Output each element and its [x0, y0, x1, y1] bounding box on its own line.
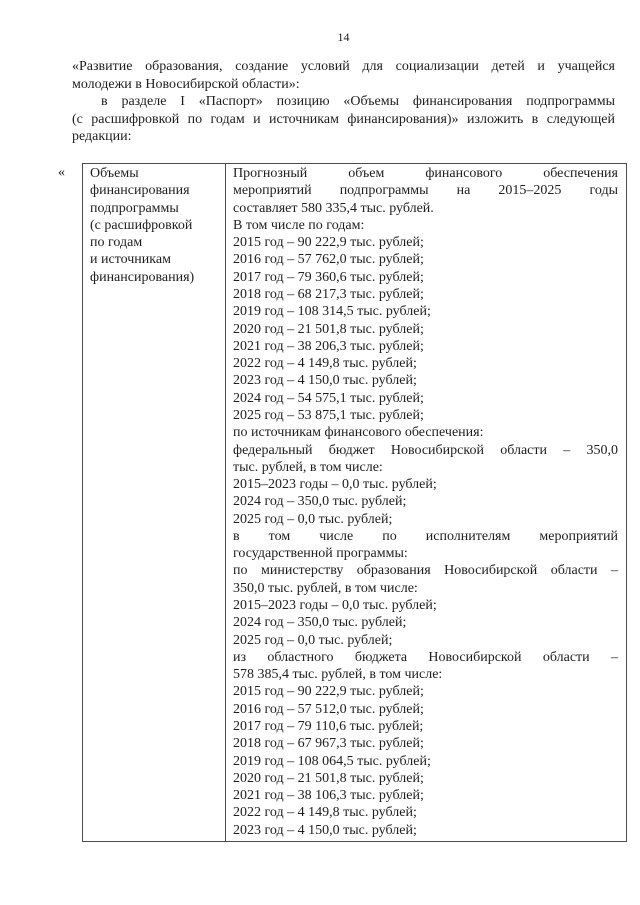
- label-line: финансирования): [90, 269, 195, 285]
- content-line: 2015 год – 90 222,9 тыс. рублей;: [233, 235, 424, 251]
- label-line: (с расшифровкой: [90, 217, 193, 233]
- content-line: 2025 год – 0,0 тыс. рублей;: [233, 632, 393, 648]
- opening-quote-mark: «: [58, 165, 65, 180]
- content-line: 2019 год – 108 314,5 тыс. рублей;: [233, 304, 431, 320]
- label-line: подпрограммы: [90, 200, 179, 216]
- content-line: 2022 год – 4 149,8 тыс. рублей;: [233, 805, 417, 821]
- intro-line: (с расшифровкой по годам и источникам финансирования)» изложить в следующей: [72, 111, 615, 127]
- content-line: 2018 год – 67 967,3 тыс. рублей;: [233, 736, 424, 752]
- content-line: 2017 год – 79 360,6 тыс. рублей;: [233, 269, 424, 285]
- financing-label-cell: [83, 164, 226, 842]
- label-line: финансирования: [90, 183, 190, 199]
- content-line: федеральный бюджет Новосибирской области – 350,0: [233, 442, 618, 458]
- content-line: мероприятий подпрограммы на 2015–2025 годы: [233, 183, 618, 199]
- content-line: 2016 год – 57 512,0 тыс. рублей;: [233, 701, 424, 717]
- content-line: 2020 год – 21 501,8 тыс. рублей;: [233, 321, 424, 337]
- content-line: В том числе по годам:: [233, 217, 365, 233]
- content-line: из областного бюджета Новосибирской области –: [233, 649, 618, 665]
- content-line: 2015–2023 годы – 0,0 тыс. рублей;: [233, 477, 437, 493]
- content-line: составляет 580 335,4 тыс. рублей.: [233, 200, 434, 216]
- content-line: 2020 год – 21 501,8 тыс. рублей;: [233, 770, 424, 786]
- content-line: 2015–2023 годы – 0,0 тыс. рублей;: [233, 598, 437, 614]
- content-line: 2025 год – 53 875,1 тыс. рублей;: [233, 407, 424, 423]
- content-line: 2022 год – 4 149,8 тыс. рублей;: [233, 356, 417, 372]
- intro-text: [72, 58, 615, 146]
- label-line: и источникам: [90, 252, 171, 268]
- content-line: тыс. рублей, в том числе:: [233, 459, 383, 475]
- content-line: 2015 год – 90 222,9 тыс. рублей;: [233, 684, 424, 700]
- content-line: Прогнозный объем финансового обеспечения: [233, 166, 618, 181]
- content-line: по министерству образования Новосибирской области –: [233, 563, 618, 579]
- content-line: 2025 год – 0,0 тыс. рублей;: [233, 511, 393, 527]
- page-number: 14: [337, 30, 350, 44]
- intro-line: молодежи в Новосибирской области»:: [72, 76, 300, 92]
- content-line: 2024 год – 350,0 тыс. рублей;: [233, 615, 407, 631]
- content-line: 2018 год – 68 217,3 тыс. рублей;: [233, 286, 424, 302]
- label-line: по годам: [90, 235, 143, 251]
- content-line: 578 385,4 тыс. рублей, в том числе:: [233, 667, 443, 683]
- financing-content-cell: [226, 164, 627, 842]
- financing-table: [82, 163, 627, 842]
- table-row: [83, 164, 627, 842]
- intro-line: редакции:: [72, 129, 132, 144]
- content-line: 2016 год – 57 762,0 тыс. рублей;: [233, 252, 424, 268]
- content-line: государственной программы:: [233, 546, 408, 562]
- label-line: Объемы: [90, 166, 139, 181]
- content-line: 2023 год – 4 150,0 тыс. рублей;: [233, 822, 417, 838]
- content-line: 2024 год – 350,0 тыс. рублей;: [233, 494, 407, 510]
- content-line: 2023 год – 4 150,0 тыс. рублей;: [233, 373, 417, 389]
- content-line: 2019 год – 108 064,5 тыс. рублей;: [233, 753, 431, 769]
- intro-line: «Развитие образования, создание условий для социализации детей и учащейся: [72, 59, 615, 74]
- content-line: 2021 год – 38 206,3 тыс. рублей;: [233, 338, 424, 354]
- content-line: 2017 год – 79 110,6 тыс. рублей;: [233, 719, 424, 734]
- intro-line: в разделе I «Паспорт» позицию «Объемы финансирования подпрограммы: [101, 94, 615, 109]
- content-line: в том числе по исполнителям мероприятий: [233, 528, 618, 544]
- content-line: 2024 год – 54 575,1 тыс. рублей;: [233, 390, 424, 406]
- content-line: по источникам финансового обеспечения:: [233, 425, 484, 441]
- content-line: 350,0 тыс. рублей, в том числе:: [233, 580, 418, 596]
- content-line: 2021 год – 38 106,3 тыс. рублей;: [233, 788, 424, 804]
